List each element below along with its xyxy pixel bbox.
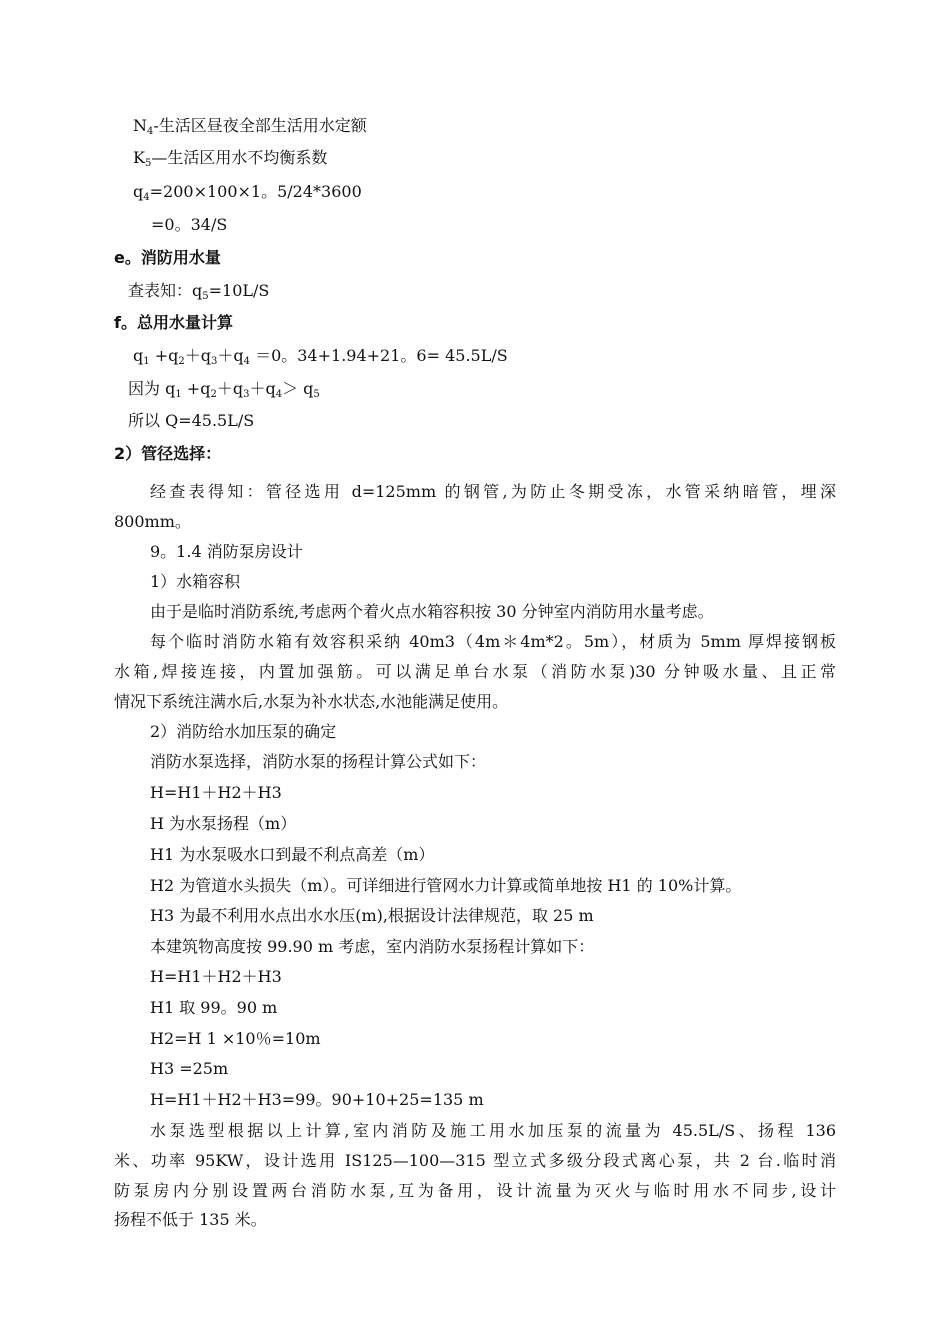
text-line — [133, 116, 367, 136]
text-line — [133, 148, 327, 168]
text-span: —生活区用水不均衡系数 — [151, 148, 328, 167]
text-span: q — [133, 346, 144, 365]
text-span: ＋q — [184, 346, 211, 365]
section-heading-f: f。总用水量计算 — [114, 313, 233, 332]
text-span: ＞ q — [282, 379, 314, 398]
text-line: 2）消防给水加压泵的确定 — [150, 722, 337, 741]
text-line: H3 为最不利用水点出水水压(m),根据设计法律规范，取 25 m — [150, 906, 594, 925]
text-line: 所以 Q=45.5L/S — [128, 411, 255, 430]
subscript: 2 — [178, 356, 185, 367]
subscript: 2 — [210, 389, 217, 400]
paragraph-line: 经查表得知：管径选用 d=125mm 的钢管,为防止冬期受冻，水管采纳暗管，埋深 — [150, 482, 836, 501]
text-span: ＝0。34+1.94+21。6= 45.5L/S — [249, 346, 508, 365]
paragraph-line: 水箱,焊接连接，内置加强筋。可以满足单台水泵（消防水泵)30 分钟吸水量、且正常 — [114, 662, 836, 681]
subscript: 1 — [175, 389, 182, 400]
paragraph-line: 防泵房内分别设置两台消防水泵,互为备用，设计流量为灭火与临时用水不同步,设计 — [114, 1181, 836, 1200]
formula-line: H2=H 1 ×10％=10m — [150, 1029, 321, 1048]
subsection-title: 9。1.4 消防泵房设计 — [150, 542, 303, 561]
paragraph-line: 扬程不低于 135 米。 — [114, 1210, 267, 1229]
text-line: 消防水泵选择，消防水泵的扬程计算公式如下： — [150, 752, 487, 771]
section-heading-e: e。消防用水量 — [114, 248, 221, 267]
text-span: 因为 q — [128, 379, 176, 398]
text-line: 本建筑物高度按 99.90 m 考虑，室内消防水泵扬程计算如下： — [150, 937, 595, 956]
subscript: 5 — [202, 291, 209, 302]
text-line — [133, 182, 362, 202]
subscript: 1 — [143, 356, 150, 367]
text-line — [128, 281, 269, 301]
text-line: H1 为水泵吸水口到最不利点高差（m） — [150, 845, 435, 864]
text-span: +q — [149, 346, 179, 365]
subscript: 4 — [147, 126, 154, 137]
text-line: =0。34/S — [151, 215, 228, 234]
subscript: 3 — [243, 389, 250, 400]
paragraph-line: 800mm。 — [114, 512, 191, 531]
formula-line: H=H1＋H2＋H3 — [150, 783, 282, 802]
formula-line: H3 =25m — [150, 1059, 229, 1078]
formula-line — [133, 346, 508, 366]
text-span: ＋q — [249, 379, 276, 398]
subscript: 3 — [210, 356, 218, 367]
subscript: 5 — [144, 158, 152, 169]
text-line: H 为水泵扬程（m） — [150, 814, 297, 833]
paragraph-line: 情况下系统注满水后,水泵为补水状态,水池能满足使用。 — [114, 692, 509, 711]
formula-line: H1 取 99。90 m — [150, 998, 278, 1017]
section-heading-2: 2）管径选择： — [114, 444, 222, 463]
formula-line — [128, 379, 320, 399]
text-line: 1）水箱容积 — [150, 572, 241, 591]
subscript: 4 — [243, 356, 250, 367]
formula-line: H=H1＋H2＋H3=99。90+10+25=135 m — [150, 1090, 484, 1109]
text-span: +q — [181, 379, 211, 398]
text-span: N — [133, 116, 147, 135]
subscript: 5 — [313, 389, 320, 400]
subscript: 4 — [275, 389, 283, 400]
paragraph-line: 每个临时消防水箱有效容积采纳 40m3（4m＊4m*2。5m），材质为 5mm 厚焊接钢板 — [150, 632, 836, 651]
text-span: ＋q — [216, 379, 244, 398]
text-line: H2 为管道水头损失（m）。可详细进行管网水力计算或简单地按 H1 的 10%计算。 — [150, 876, 742, 895]
text-span: 查表知：q — [128, 281, 203, 300]
text-span: =200×100×1。5/24*3600 — [149, 182, 362, 201]
paragraph-line: 米、功率 95KW，设计选用 IS125—100—315 型立式多级分段式离心泵，共 2 台.临时消 — [114, 1151, 836, 1170]
text-span: q — [133, 182, 144, 201]
text-span: K — [133, 148, 145, 167]
subscript: 4 — [143, 192, 150, 203]
formula-line: H=H1＋H2＋H3 — [150, 967, 282, 986]
paragraph-line: 水泵选型根据以上计算,室内消防及施工用水加压泵的流量为 45.5L/S、扬程 136 — [150, 1121, 836, 1140]
text-span: ＋q — [217, 346, 244, 365]
text-span: -生活区昼夜全部生活用水定额 — [153, 116, 367, 135]
text-line: 由于是临时消防系统,考虑两个着火点水箱容积按 30 分钟室内消防用水量考虑。 — [150, 602, 714, 621]
text-span: =10L/S — [208, 281, 270, 300]
